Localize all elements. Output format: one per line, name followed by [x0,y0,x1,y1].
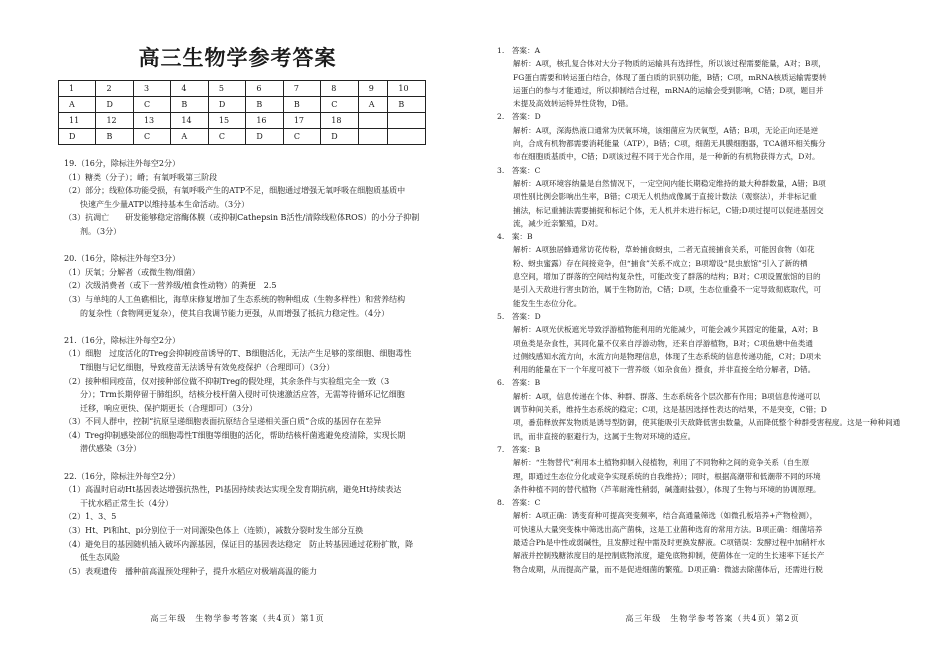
table-cell: 12 [96,113,133,129]
table-cell: 15 [208,113,245,129]
text-line: 项，番茄释放挥发物质是诱导型防御，使其能吸引天敌降低害虫数量，从而降低整个种群受害程度。这是一种种间通 [513,418,901,428]
text-line [64,239,456,253]
text-line: 流，减少近亲繁殖，D对。 [513,218,603,228]
table-cell: B [283,97,320,113]
text-line: 2. 答案：D [497,112,541,122]
table-cell: 6 [246,81,283,97]
text-line: 解析：A项，核孔复合体对大分子物质的运输具有选择性，所以该过程需要能量，A对；B项， [513,59,826,69]
text-line: （3）Ht、Pi和ht、pi分别位于一对同源染色体上（连锁），减数分裂时发生部分互换 [64,526,364,536]
footer-page-2: 高三年级 生物学参考答案（共4页）第2页 [625,614,800,623]
table-cell: D [246,129,283,145]
text-line: 能发生生态位分化。 [513,298,582,308]
text-line: （4）Treg抑制感染部位的细胞毒性T细胞等细胞的活化，帮助结核杆菌逃避免疫清除，实现长期 [64,430,406,440]
text-line: 分）；Trm长期停留于肺组织，结核分枝杆菌入侵时可快速激活应答，无需等待循环记忆细胞 [80,390,405,400]
text-line: 解析：A项光伏板遮光导致浮游植物能利用的光能减少，可能会减少其固定的能量，A对；B [513,325,819,335]
text-line: 4. 案：B [497,232,533,242]
text-line: （3）与单纯的人工鱼礁相比，海草床修复增加了生态系统的物种组成（生物多样性）和营养结构 [64,294,406,304]
table-cell: 18 [321,113,358,129]
table-cell: C [208,129,245,145]
text-line: 解析：“生物替代”利用本土植物抑制入侵植物，利用了不同物种之间的竞争关系（自生原 [513,458,810,468]
text-line: （1）厌氧；分解者（或微生物/细菌） [64,267,200,277]
answers-section-left [64,157,456,578]
text-line: 剂。（3分） [80,226,122,236]
table-cell: 2 [96,81,133,97]
table-row [59,81,426,97]
text-line: 布在细胞质基质中，C错；D项该过程不同于光合作用，是一种新的有机物获得方式，D对。 [513,152,820,162]
text-line: 的复杂性（食物网更复杂），使其自我调节能力更强，从而增强了抵抗力稳定性。（4分） [80,308,390,318]
text-line: （5）表观遗传 播种前高温预处理种子，提升水稻应对极端高温的能力 [64,566,318,576]
text-line: （1）细胞 过度活化的Treg会抑制疫苗诱导的T、B细胞活化，无法产生足够的浆细胞、细胞毒性 [64,349,412,359]
text-line: （3）抗凋亡 研发能够稳定溶酶体膜（或抑制Cathepsin B活性/清除线粒体ROS）的小分子抑制 [64,213,420,223]
text-line: 7. 答案：B [497,444,541,454]
text-line: （4）避免目的基因随机插入破坏内源基因，保证目的基因表达稳定 防止转基因通过花粉扩散，降 [64,539,414,549]
table-cell: C [321,97,358,113]
text-line: （1）高温时启动Ht基因表达增强抗热性，Pi基因持续表达实现全发育期抗病，避免Ht持续表达 [64,485,402,495]
table-cell: 7 [283,81,320,97]
text-line: 调节种间关系，维持生态系统的稳定；C项，这是基因选择性表达的结果，不是突变，C错；D [513,405,827,415]
text-line: 解析：A项独居蜂通常访花传粉，草蛉捕食蚜虫，二者无直接捕食关系，可能因食物（如花 [513,245,815,255]
text-line [64,456,456,470]
text-line: T细胞与记忆细胞，导致疫苗无法诱导有效免疫保护（合理即可）（3分） [80,362,335,372]
table-cell: 10 [388,81,426,97]
table-cell: 16 [246,113,283,129]
text-line: 最适合Ph是中性或弱碱性，且发酵过程中需及时更换发酵液。C项错误：发酵过程中加稍杆水 [513,537,825,547]
text-line: 解析：A项正确：诱变育种可提高突变频率，结合高通量筛选（如微孔板培养+产物检测）， [513,511,818,521]
table-cell: 5 [208,81,245,97]
text-line: （2）部分；线粒体功能受损，有氧呼吸产生的ATP不足，细胞通过增强无氧呼吸在细胞质基质中 [64,186,406,196]
table-cell [388,129,426,145]
text-line: 过侧线感知水流方向，水流方向是物理信息，体现了生态系统的信息传递功能，C对；D项未 [513,351,822,361]
answer-table [58,80,426,145]
text-line: 19.（16分，除标注外每空2分） [64,159,180,168]
text-line: 是引入天敌进行害虫防治，属于生物防治，C错；D项，生态位重叠不一定导致彻底取代，可 [513,285,822,295]
text-line: 解析：A项，信息传递在个体、种群、群落、生态系统各个层次都有作用；B项信息传递可以 [513,391,821,401]
text-line: 解析：A项环境容纳量是自然情况下，一定空间内能长期稳定维持的最大种群数量，A错；B项 [513,178,826,188]
table-cell: C [283,129,320,145]
footer-page-1: 高三年级 生物学参考答案（共4页）第1页 [150,614,325,623]
text-line: 干扰水稻正常生长（4分） [80,498,174,508]
text-line: （2）接种相同疫苗，仅对接种部位做不抑制Treg的假处理，其余条件与实验组完全一致（3 [64,376,390,386]
text-line: 捕法，标记重捕法需要捕捉和标记个体，无人机并未进行标记，C错;D项过提可以促进基因交 [513,205,824,215]
table-cell: D [59,129,96,145]
text-line: 8. 答案：C [497,498,541,508]
text-line: 5. 答案：D [497,311,541,321]
table-cell: D [96,97,133,113]
table-cell [358,113,388,129]
table-cell: 13 [133,113,170,129]
text-line: 未提及高效转运特异性货物，D错。 [513,99,633,109]
table-cell: B [96,129,133,145]
text-line: 潜伏感染（3分） [80,444,142,454]
text-line: 6. 答案：B [497,378,541,388]
page-title: 高三生物学参考答案 [138,46,337,70]
table-cell: B [171,97,208,113]
table-row [59,113,426,129]
text-line: 快速产生少量ATP以维持基本生命活动。（3分） [80,199,250,209]
table-cell: B [246,97,283,113]
table-cell: D [321,129,358,145]
table-row [59,97,426,113]
table-cell: 3 [133,81,170,97]
table-cell: A [59,97,96,113]
text-line: 运蛋白的参与才能通过，所以抑制结合过程，mRNA的运输会受到影响，C错；D项，题目并 [513,85,824,95]
text-line: （3）不同人群中，控制“抗原呈递细胞表面抗原结合呈递相关蛋白质”合成的基因存在差异 [64,417,382,427]
table-cell: A [171,129,208,145]
text-line: 21.（16分，除标注外每空2分） [64,335,180,345]
text-line: 解液并控制残糖浓度目的是控制底物浓度，避免底物抑制，使菌体在一定的生长速率下延长产 [513,551,825,561]
text-line: （1）糖类（分子）；嵴；有氧呼吸第三阶段 [64,172,218,182]
table-cell: 9 [358,81,388,97]
table-cell: 1 [59,81,96,97]
text-line: 条件种植不同的替代植物（芦苇耐淹性稍弱，碱蓬耐盐强），体现了生物与环境的协调原理。 [513,484,821,494]
text-line: 22.（16分，除标注外每空2分） [64,471,180,481]
answers-section-right [497,44,915,576]
text-line: 解析：A项，深海热液口通常为厌氧环境，该细菌应为厌氧型，A错；B项，无论正向还是逆 [513,125,819,135]
text-line: 20.（16分，除标注外每空3分） [64,254,180,264]
table-cell: D [208,97,245,113]
table-cell: 11 [59,113,96,129]
text-line: 低生态风险 [80,553,120,563]
table-cell: A [358,97,388,113]
text-line: 讯，而非直接的驱避行为，这属于生物对环境的适应。 [513,431,696,441]
table-cell: C [133,129,170,145]
table-cell: 14 [171,113,208,129]
text-line: 利用的能量在下一个年度可被下一营养级（如杂食鱼）摄食，并非直接全给分解者，D错。 [513,365,816,375]
text-line: 项性别比例会影响出生率，B错；C项无人机热成像属于直接计数法（观察法），并非标记重 [513,192,817,202]
text-line: 1. 答案：A [497,46,541,55]
table-cell: C [133,97,170,113]
table-cell: 4 [171,81,208,97]
text-line: 粉、蚜虫蜜露）存在间接竞争，但“捕食”关系不成立；B项增设“昆虫旅馆”引入了新的栖 [513,258,808,268]
text-line: 迁移，响应更快、保护期更长（合理即可）（3分） [80,403,258,413]
text-line [64,320,456,334]
text-line: 物合成期，从而提高产量，而不是促进细菌的繁殖。D项正确：微滤去除菌体后，还需进行脱 [513,564,823,574]
text-line: （2）次级消费者（或下一营养级/植食性动物）的粪便 2.5 [64,281,277,291]
table-row [59,129,426,145]
table-cell: 17 [283,113,320,129]
table-cell: B [388,97,426,113]
text-line: 息空间，增加了群落的空间结构复杂性，可能改变了群落的结构；B对；C项设置旅馆的目的 [513,272,821,282]
table-cell [388,113,426,129]
text-line: 项鱼类是杂食性，其同化量不仅来自浮游动物，还来自浮游植物，B对；C项鱼塘中鱼类通 [513,338,813,348]
text-line: 向，合成有机物都需要消耗能量（ATP），B错；C项，细菌无具膜细胞器，TCA循环相关酶分 [513,139,826,149]
text-line: 3. 答案：C [497,165,541,175]
text-line: FG蛋白需要和转运蛋白结合，体现了蛋白质的识别功能，B错；C项，mRNA核质运输需要转 [513,72,827,82]
table-cell: 8 [321,81,358,97]
text-line: 可快速从大量突变株中筛选出高产菌株，这是工业菌种选育的常用方法。B项正确：细菌培养 [513,524,823,534]
text-line: 理，即通过生态位分化或竞争实现系统的自我维持）；同时，根据高潮带和低潮带不同的环境 [513,471,821,481]
table-cell [358,129,388,145]
text-line: （2）1、3、5 [64,512,117,522]
